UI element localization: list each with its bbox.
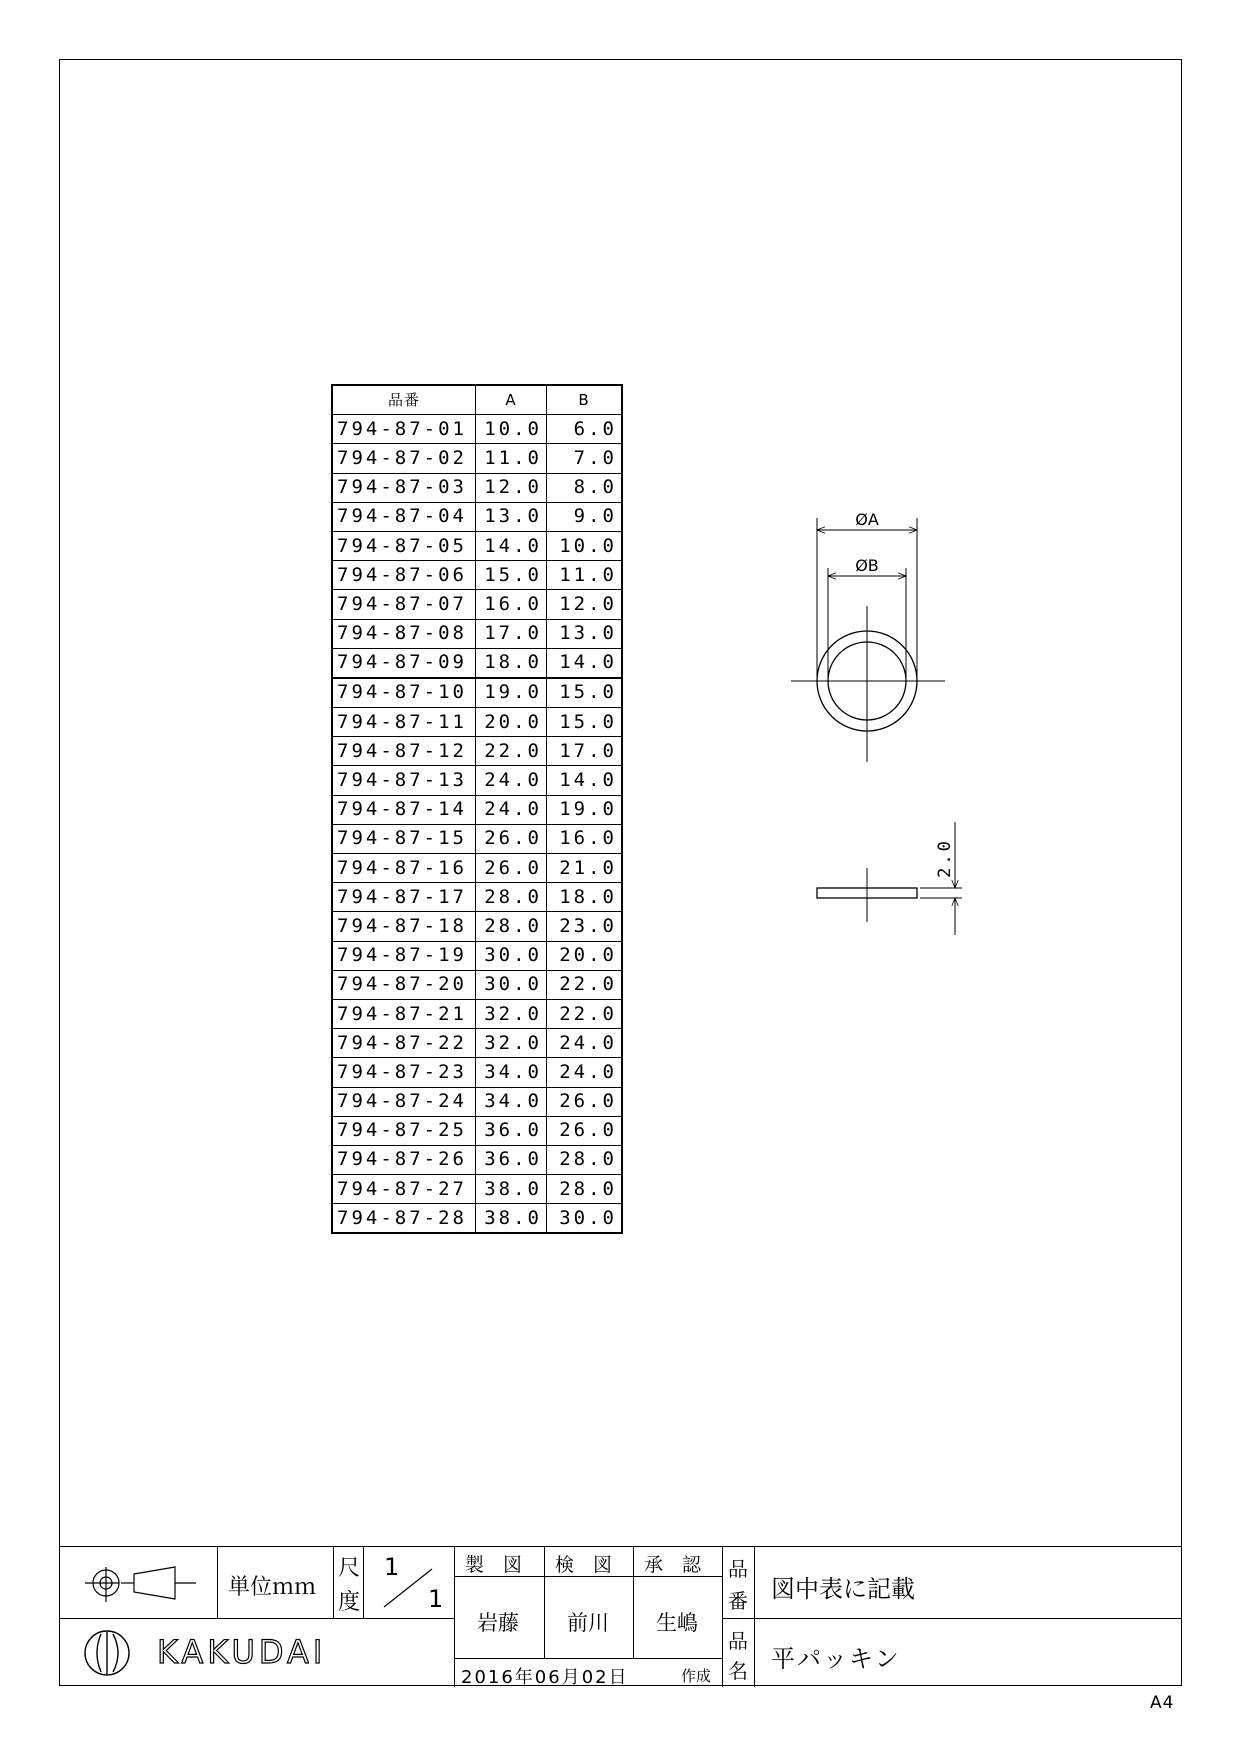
- part-number-cell: 794-87-23: [332, 1058, 476, 1087]
- header-a: A: [476, 385, 547, 415]
- scale-label-2: 度: [338, 1590, 361, 1615]
- dimension-b-cell: 17.0: [547, 737, 623, 766]
- dimension-a-cell: 24.0: [476, 766, 547, 795]
- dimension-b-cell: 22.0: [547, 999, 623, 1028]
- dimension-a-cell: 38.0: [476, 1204, 547, 1234]
- approved-label: 承 認: [644, 1554, 702, 1576]
- part-number-cell: 794-87-27: [332, 1175, 476, 1204]
- dimension-b-cell: 23.0: [547, 912, 623, 941]
- part-number-cell: 794-87-08: [332, 619, 476, 648]
- part-number-cell: 794-87-14: [332, 795, 476, 824]
- part-name-label-1: 品: [728, 1629, 748, 1653]
- kakudai-logo-text: KAKUDAI: [157, 1633, 327, 1671]
- dimension-b-cell: 8.0: [547, 473, 623, 502]
- part-number-cell: 794-87-05: [332, 531, 476, 560]
- logo-cell: [59, 1619, 455, 1687]
- dim-label-b: ØB: [855, 556, 879, 575]
- drawn-name-cell: [455, 1577, 545, 1659]
- part-number-cell: 794-87-22: [332, 1029, 476, 1058]
- part-number-cell: 794-87-17: [332, 883, 476, 912]
- dimension-b-cell: 16.0: [547, 824, 623, 853]
- dimension-a-cell: 36.0: [476, 1145, 547, 1174]
- checked-label-cell: [545, 1547, 634, 1577]
- dimension-b-cell: 24.0: [547, 1058, 623, 1087]
- washer-top-view: [791, 518, 945, 762]
- drawn-name: 岩藤: [477, 1611, 519, 1635]
- dimension-a-cell: 22.0: [476, 737, 547, 766]
- dimension-a-cell: 13.0: [476, 502, 547, 531]
- part-number-cell: 794-87-11: [332, 708, 476, 737]
- dim-label-thickness: 2.0: [935, 838, 955, 878]
- part-number-cell: 794-87-19: [332, 941, 476, 970]
- dimension-b-cell: 14.0: [547, 766, 623, 795]
- part-no-label-1: 品: [728, 1557, 748, 1581]
- dimension-b-cell: 28.0: [547, 1175, 623, 1204]
- dimension-a-cell: 11.0: [476, 444, 547, 473]
- dimension-a-cell: 26.0: [476, 824, 547, 853]
- dimension-a-cell: 20.0: [476, 708, 547, 737]
- dimension-a-cell: 30.0: [476, 941, 547, 970]
- part-no-label-2: 番: [728, 1589, 748, 1613]
- dimension-a-cell: 28.0: [476, 912, 547, 941]
- dimension-a-cell: 14.0: [476, 531, 547, 560]
- projection-cell: [59, 1547, 218, 1619]
- dimension-a-cell: 15.0: [476, 561, 547, 590]
- dimension-b-cell: 21.0: [547, 854, 623, 883]
- part-number-cell: 794-87-21: [332, 999, 476, 1028]
- dimension-b-cell: 26.0: [547, 1116, 623, 1145]
- dimension-a-cell: 26.0: [476, 854, 547, 883]
- dim-label-a: ØA: [855, 510, 879, 529]
- dimension-b-cell: 15.0: [547, 708, 623, 737]
- created-date: 2016年06月02日: [461, 1667, 629, 1688]
- part-number-cell: 794-87-25: [332, 1116, 476, 1145]
- dimension-b-cell: 24.0: [547, 1029, 623, 1058]
- dimension-b-cell: 10.0: [547, 531, 623, 560]
- dimension-a-cell: 32.0: [476, 999, 547, 1028]
- part-number-cell: 794-87-13: [332, 766, 476, 795]
- date-cell: [455, 1659, 723, 1687]
- part-number-cell: 794-87-20: [332, 970, 476, 999]
- drawn-label-cell: [455, 1547, 545, 1577]
- part-name-label-cell: [723, 1619, 755, 1687]
- dimension-a-cell: 38.0: [476, 1175, 547, 1204]
- part-number-cell: 794-87-10: [332, 678, 476, 708]
- dimension-a-cell: 36.0: [476, 1116, 547, 1145]
- part-number-cell: 794-87-09: [332, 648, 476, 678]
- header-b: B: [547, 385, 623, 415]
- dimension-a-cell: 10.0: [476, 415, 547, 444]
- dimension-a-cell: 12.0: [476, 473, 547, 502]
- dimension-a-cell: 24.0: [476, 795, 547, 824]
- part-number-cell: 794-87-12: [332, 737, 476, 766]
- checked-name-cell: [545, 1577, 634, 1659]
- dimension-b-cell: 19.0: [547, 795, 623, 824]
- part-number-cell: 794-87-01: [332, 415, 476, 444]
- dimension-a-cell: 19.0: [476, 678, 547, 708]
- drawn-label: 製 図: [465, 1554, 523, 1576]
- part-number-cell: 794-87-26: [332, 1145, 476, 1174]
- scale-label-1: 尺: [338, 1556, 361, 1581]
- dimension-b-cell: 13.0: [547, 619, 623, 648]
- approved-label-cell: [634, 1547, 723, 1577]
- dimension-b-cell: 30.0: [547, 1204, 623, 1234]
- dimension-a-cell: 30.0: [476, 970, 547, 999]
- part-number-cell: 794-87-24: [332, 1087, 476, 1116]
- unit-cell: [218, 1547, 334, 1619]
- title-block: [59, 1546, 1182, 1686]
- part-number-cell: 794-87-04: [332, 502, 476, 531]
- part-name-value-cell: [755, 1619, 1182, 1687]
- dimension-b-cell: 22.0: [547, 970, 623, 999]
- part-number-cell: 794-87-07: [332, 590, 476, 619]
- scale-value-cell: [364, 1547, 455, 1619]
- scale-denominator: 1: [428, 1585, 444, 1613]
- checked-label: 検 図: [555, 1554, 613, 1576]
- header-part-no: 品番: [332, 385, 476, 415]
- dimension-b-cell: 9.0: [547, 502, 623, 531]
- part-name-label-2: 名: [728, 1659, 748, 1683]
- part-no-value: 図中表に記載: [771, 1575, 915, 1603]
- third-angle-projection-icon: [59, 1547, 218, 1619]
- dimension-b-cell: 6.0: [547, 415, 623, 444]
- part-no-value-cell: [755, 1547, 1182, 1619]
- checked-name: 前川: [567, 1611, 609, 1635]
- part-name-value: 平パッキン: [771, 1645, 901, 1673]
- approved-name: 生嶋: [656, 1611, 698, 1635]
- dimension-b-cell: 20.0: [547, 941, 623, 970]
- unit-label: 単位ｍｍ: [228, 1575, 317, 1600]
- dimension-a-cell: 18.0: [476, 648, 547, 678]
- dimension-a-cell: 17.0: [476, 619, 547, 648]
- part-number-cell: 794-87-06: [332, 561, 476, 590]
- part-number-cell: 794-87-28: [332, 1204, 476, 1234]
- dimension-b-cell: 11.0: [547, 561, 623, 590]
- dimension-b-cell: 18.0: [547, 883, 623, 912]
- dimension-a-cell: 32.0: [476, 1029, 547, 1058]
- dimension-b-cell: 14.0: [547, 648, 623, 678]
- part-number-cell: 794-87-16: [332, 854, 476, 883]
- part-number-cell: 794-87-18: [332, 912, 476, 941]
- dimension-b-cell: 12.0: [547, 590, 623, 619]
- dimension-b-cell: 28.0: [547, 1145, 623, 1174]
- approved-name-cell: [634, 1577, 723, 1659]
- dimension-a-cell: 28.0: [476, 883, 547, 912]
- scale-label-cell: [334, 1547, 364, 1619]
- part-number-cell: 794-87-03: [332, 473, 476, 502]
- dimension-b-cell: 7.0: [547, 444, 623, 473]
- part-number-cell: 794-87-15: [332, 824, 476, 853]
- part-no-label-cell: [723, 1547, 755, 1619]
- dimension-b-cell: 15.0: [547, 678, 623, 708]
- dimension-a-cell: 34.0: [476, 1087, 547, 1116]
- kakudai-logo-icon: [81, 1619, 151, 1687]
- scale-numerator: 1: [384, 1553, 400, 1581]
- part-number-cell: 794-87-02: [332, 444, 476, 473]
- dimension-a-cell: 34.0: [476, 1058, 547, 1087]
- created-label: 作成: [681, 1667, 712, 1685]
- dimension-a-cell: 16.0: [476, 590, 547, 619]
- sheet-size: A4: [1150, 1693, 1175, 1713]
- dimension-b-cell: 26.0: [547, 1087, 623, 1116]
